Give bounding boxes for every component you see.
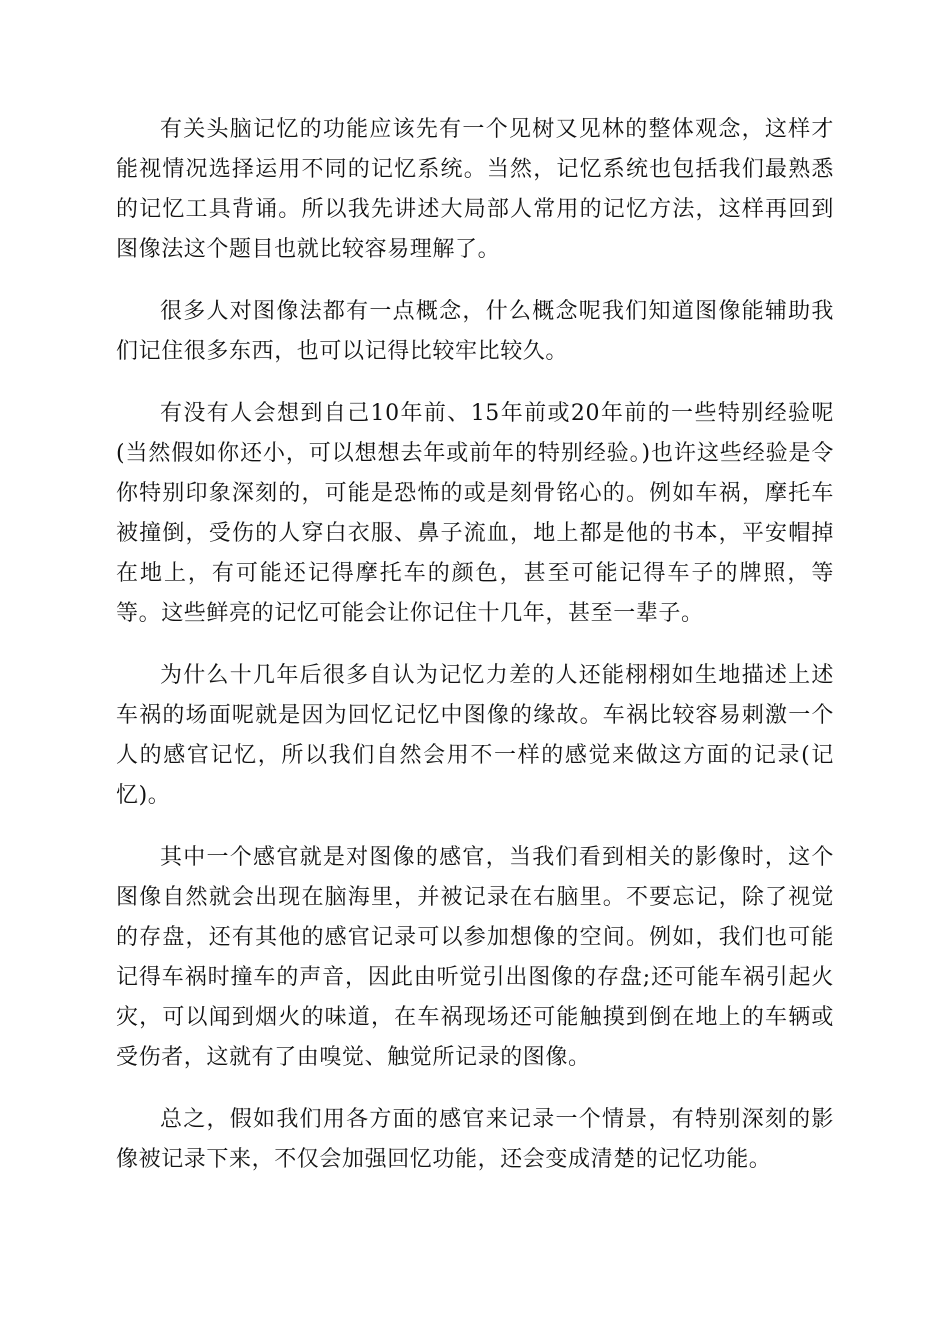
document-body — [116, 110, 834, 1202]
paragraph-5: 其中一个感官就是对图像的感官，当我们看到相关的影像时，这个图像自然就会出现在脑海里，并被记录在右脑里。不要忘记，除了视觉的存盘，还有其他的感官记录可以参加想像的空间。例如，我们也可能记得车祸时撞车的声音，因此由听觉引出图像的存盘;还可能车祸引起火灾，可以闻到烟火的味道，在车祸现场还可能触摸到倒在地上的车辆或受伤者，这就有了由嗅觉、触觉所记录的图像。 — [116, 845, 834, 1070]
paragraph-1: 有关头脑记忆的功能应该先有一个见树又见林的整体观念，这样才能视情况选择运用不同的记忆系统。当然，记忆系统也包括我们最熟悉的记忆工具背诵。所以我先讲述大局部人常用的记忆方法，这样再回到图像法这个题目也就比较容易理解了。 — [116, 117, 834, 262]
paragraph-6: 总之，假如我们用各方面的感官来记录一个情景，有特别深刻的影像被记录下来，不仅会加强回忆功能，还会变成清楚的记忆功能。 — [116, 1107, 834, 1172]
paragraph-2: 很多人对图像法都有一点概念，什么概念呢我们知道图像能辅助我们记住很多东西，也可以记得比较牢比较久。 — [116, 299, 834, 364]
paragraph-4: 为什么十几年后很多自认为记忆力差的人还能栩栩如生地描述上述车祸的场面呢就是因为回忆记忆中图像的缘故。车祸比较容易刺激一个人的感官记忆，所以我们自然会用不一样的感觉来做这方面的记录(记忆)。 — [116, 663, 834, 808]
paragraph-3: 有没有人会想到自己10年前、15年前或20年前的一些特别经验呢(当然假如你还小，可以想想去年或前年的特别经验。)也许这些经验是令你特别印象深刻的，可能是恐怖的或是刻骨铭心的。例如车祸，摩托车被撞倒，受伤的人穿白衣服、鼻子流血，地上都是他的书本，平安帽掉在地上，有可能还记得摩托车的颜色，甚至可能记得车子的牌照，等等。这些鲜亮的记忆可能会让你记住十几年，甚至一辈子。 — [116, 401, 834, 626]
